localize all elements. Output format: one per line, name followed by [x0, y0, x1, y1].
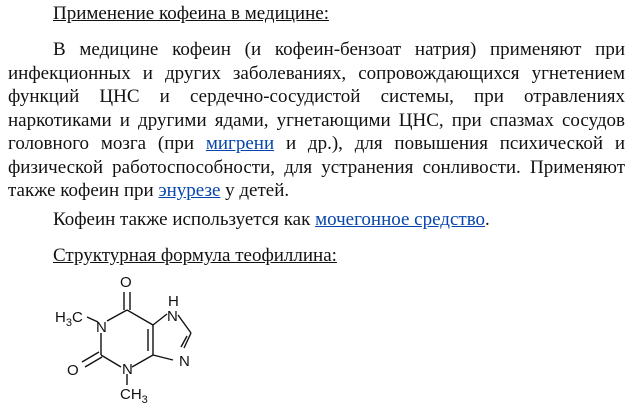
methyl-bottom-ch: CH: [120, 386, 142, 403]
atom-nitrogen-9: N: [179, 353, 190, 370]
methyl-top-c: C: [71, 309, 83, 326]
heading-theophylline-formula: Структурная формула теофиллина:: [53, 245, 337, 266]
link-enuresis[interactable]: энурезе: [158, 180, 221, 201]
paragraph-diuretic: [53, 209, 625, 231]
paragraph-diuretic-text-1: Кофеин также используется как: [53, 209, 311, 230]
heading-caffeine-usage: Применение кофеина в медицине:: [53, 3, 329, 24]
methyl-top-subscript: 3: [65, 317, 72, 329]
atom-oxygen-top: O: [120, 274, 132, 291]
link-migraine[interactable]: мигрени: [205, 133, 275, 154]
methyl-group-top: [55, 309, 83, 329]
paragraph-usage: [8, 38, 625, 203]
atom-nitrogen-7: N: [167, 308, 178, 325]
methyl-top-h: H: [55, 309, 66, 326]
atom-oxygen-left: O: [67, 362, 79, 379]
theophylline-structure: [50, 270, 230, 405]
link-diuretic[interactable]: мочегонное средство: [315, 209, 486, 230]
methyl-group-bottom: [120, 386, 148, 405]
paragraph-diuretic-text-2: .: [485, 209, 490, 230]
atom-nitrogen-1: N: [96, 319, 107, 336]
atom-hydrogen: H: [168, 293, 179, 310]
methyl-bottom-subscript: 3: [141, 394, 148, 405]
paragraph-usage-text-2: и др.), для повышения психической и физической работоспособности, для устранения сонливости. Применяют также кофеин при: [8, 133, 626, 201]
paragraph-usage-text-1: В медицине кофеин (и кофеин-бензоат натрия) применяют при инфекционных и других заболеваниях, сопровождающихся угнетением функций ЦНС и сердечно-сосудистой системы, при отравлениях наркотиками и другими ядами, угнетающими ЦНС, при спазмах сосудов головного мозга (при: [8, 39, 625, 154]
atom-nitrogen-3: N: [122, 361, 133, 378]
paragraph-usage-text-3: у детей.: [225, 180, 290, 201]
